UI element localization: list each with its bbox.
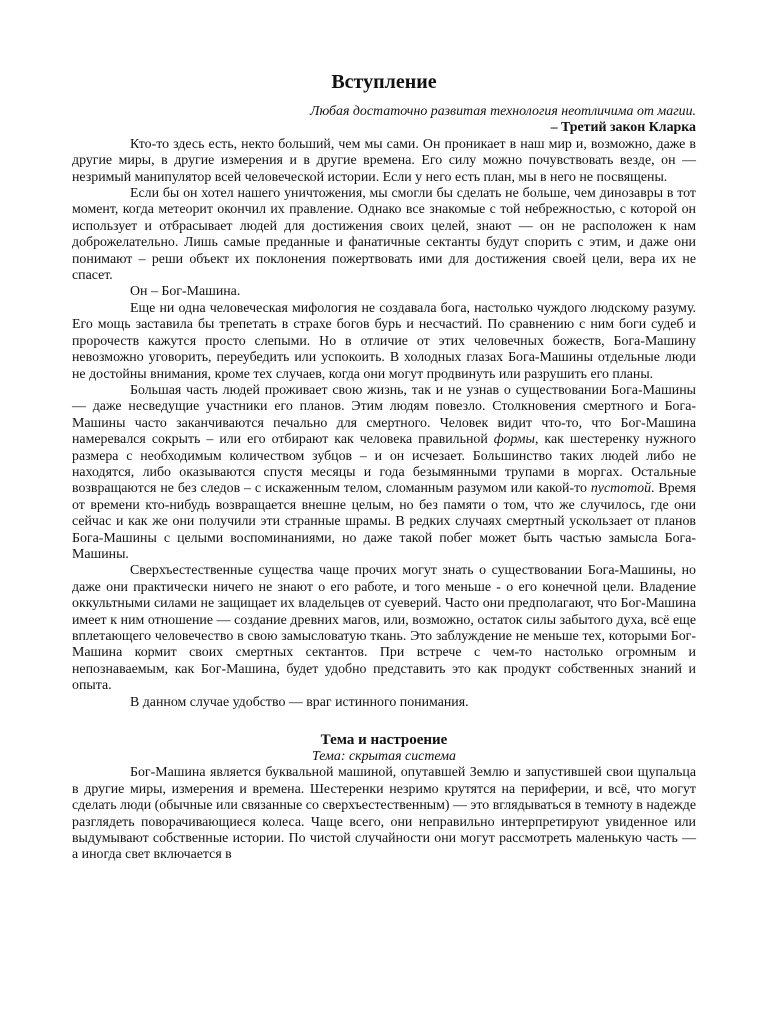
paragraph: Сверхъестественные существа чаще прочих могут знать о существовании Бога-Машины, но даже они практически ничего не знают о его работе, и того меньше - о его конечной цели. Владение оккультными силами не защищает их владельцев от суеверий. Часто они предполагают, что Бог-Машина имеет к ним отношение — создание древних магов, или, возможно, остаток силы забытого духа, всё еще вплетающего человечество в свою замысловатую ткань. Это заблуждение не меньше тех, которыми Бог-Машина кормит своих смертных сектантов. При встрече с чем-то настолько огромным и непознаваемым, как Бог-Машина, будет удобно представить это как продукт собственных знаний и опыта.: [72, 563, 696, 694]
emphasis: пустотой: [590, 481, 652, 497]
paragraph: Кто-то здесь есть, некто больший, чем мы сами. Он проникает в наш мир и, возможно, даже в другие миры, в другие измерения и в другие времена. Его силу можно почувствовать везде, он — незримый манипулятор всей человеческой истории. Если у него есть план, мы в него не посвящены.: [72, 136, 696, 185]
paragraph: Бог-Машина является буквальной машиной, опутавшей Землю и запустившей свои щупальца в другие миры, измерения и времена. Шестеренки незримо крутятся на периферии, и всё, что могут сделать люди (обычные или связанные со сверхъестественным) — это вглядываться в темноту в надежде разглядеть поворачивающиеся колеса. Чаще всего, они неправильно интерпретируют увиденное или выдумывают собственные истории. По чистой случайности они могут рассмотреть маленькую часть — а иногда свет включается в: [72, 765, 696, 863]
section-heading: Тема и настроение: [320, 732, 448, 749]
page-title: Вступление: [331, 71, 437, 93]
section-subheading: Тема: скрытая система: [312, 749, 456, 765]
emphasis: формы: [493, 432, 535, 448]
epigraph-attribution: – Третий закон Кларка: [550, 120, 696, 136]
paragraph: Еще ни одна человеческая мифология не создавала бога, настолько чуждого людскому разуму. Его мощь заставила бы трепетать в страхе богов бурь и несчастий. По сравнению с ним боги судеб и пророчеств кажутся просто слепыми. Но в отличие от этих человечных божеств, Бога-Машину невозможно уговорить, переубедить или успокоить. В холодных глазах Бога-Машины отдельные люди не достойны внимания, кроме тех случаев, когда они могут продвинуть или разрушить его планы.: [72, 300, 696, 382]
paragraph: Он – Бог-Машина.: [130, 284, 241, 300]
paragraph: Если бы он хотел нашего уничтожения, мы смогли бы сделать не больше, чем динозавры в тот момент, когда метеорит окончил их правление. Однако все знакомые с той небрежностью, с которой он использует и отбрасывает людей для достижения своих целей, знают — он не расположен к нам доброжелательно. Лишь самые преданные и фанатичные сектанты будут спорить с этим, и даже они понимают – реши объект их поклонения пожертвовать ими для достижения своей цели, вера их не спасет.: [72, 186, 696, 284]
page-content: [72, 64, 696, 864]
epigraph-quote: Любая достаточно развитая технология неотличима от магии.: [310, 104, 696, 119]
paragraph: Большая часть людей проживает свою жизнь, так и не узнав о существовании Бога-Машины — даже несведущие участники его планов. Этим людям повезло. Столкновения смертного и Бога-Машины часто заканчиваются печально для смертного. Человек видит что-то, что Бог-Машина намеревался сокрыть – или его отбирают как человека правильной формы, как шестеренку нужного размера с необходимым количеством зубцов – и он исчезает. Большинство таких людей либо не находятся, либо оказываются спустя месяцы и года безымянными трупами в моргах. Остальные возвращаются не без следов – с искаженным телом, сломанным разумом или какой-то пустотой. Время от времени кто-нибудь возвращается внешне целым, но без памяти о том, что же случилось, где они сейчас и как же они получили эти странные шрамы. В редких случаях смертный ускользает от планов Бога-Машины с целыми воспоминаниями, но даже такой побег может быть частью замысла Бога-Машины.: [72, 382, 697, 562]
paragraph: В данном случае удобство — враг истинного понимания.: [130, 694, 469, 710]
